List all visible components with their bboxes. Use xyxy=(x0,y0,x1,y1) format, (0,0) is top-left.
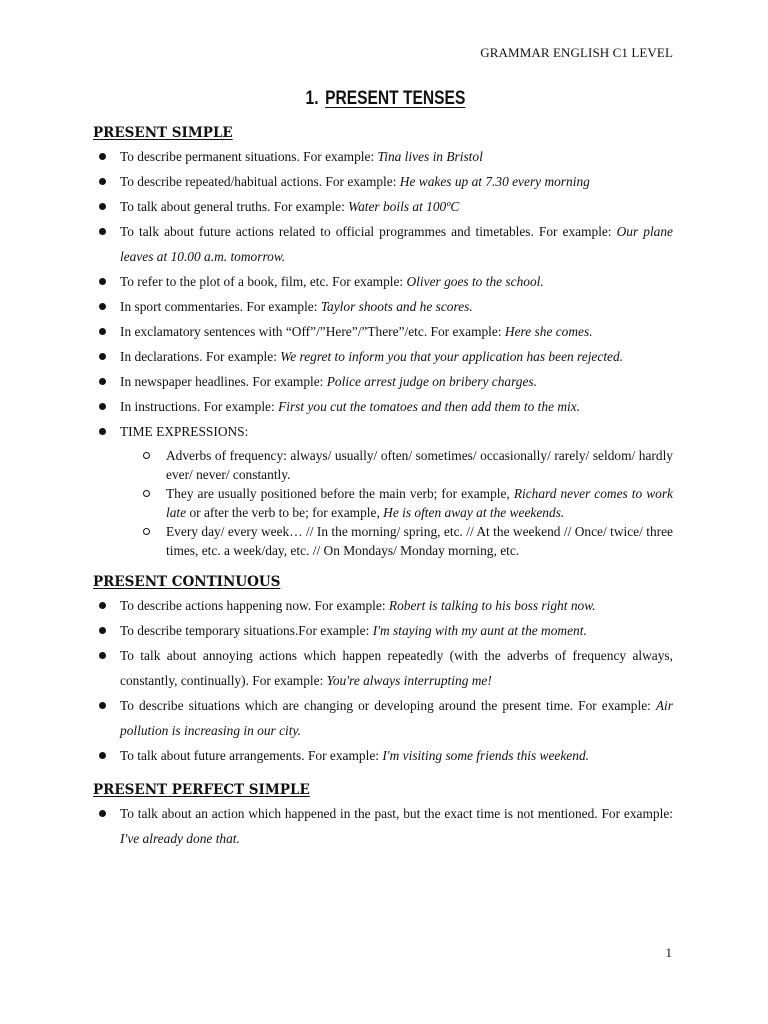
page-title xyxy=(71,88,701,110)
bullet-icon xyxy=(99,303,106,310)
section-heading-present-simple: PRESENT SIMPLE xyxy=(93,125,233,141)
present-perfect-simple-list xyxy=(93,801,673,851)
list-item: In instructions. For example: First you cut the tomatoes and then add them to the mix. xyxy=(93,394,673,419)
bullet-icon xyxy=(99,428,106,435)
time-expressions-list xyxy=(120,446,673,560)
sub-list-item: Adverbs of frequency: always/ usually/ often/ sometimes/ occasionally/ rarely/ seldom/ hardly ever/ never/ constantly. xyxy=(120,446,673,484)
page-number: 1 xyxy=(665,945,672,960)
page-header: GRAMMAR ENGLISH C1 LEVEL xyxy=(480,45,673,60)
spacer xyxy=(93,768,673,779)
bullet-icon xyxy=(99,378,106,385)
title-number: 1. xyxy=(305,88,319,109)
list-item-time-expressions: TIME EXPRESSIONS: Adverbs of frequency: always/ usually/ often/ sometimes/ occasionally/ rarely/ seldom/ hardly ever/ never/ constantly. They are usually positioned before the main verb; for example, Richard never comes to work late or after the verb to be; for example, He is often away at the weekends. Every day/ every week… // In the morning/ spring, etc. // At the weekend // Once/ twice/ three times, etc. a week/day, etc. // On Mondays/ Monday morning, etc. xyxy=(93,419,673,560)
list-item: To describe temporary situations.For example: I'm staying with my aunt at the moment. xyxy=(93,618,673,643)
list-item: To describe situations which are changing or developing around the present time. For example: Air pollution is increasing in our city. xyxy=(93,693,673,743)
example-text: We regret to inform you that your application has been rejected. xyxy=(280,349,624,364)
section-heading-present-continuous: PRESENT CONTINUOUS xyxy=(93,574,281,590)
list-item: To describe actions happening now. For example: Robert is talking to his boss right now. xyxy=(93,593,673,618)
section-heading-present-perfect-simple: PRESENT PERFECT SIMPLE xyxy=(93,782,310,798)
example-text: Robert is talking to his boss right now. xyxy=(388,598,596,613)
example-text: You're always interrupting me! xyxy=(326,673,492,688)
bullet-icon xyxy=(99,752,106,759)
sub-list-item: Every day/ every week… // In the morning/ spring, etc. // At the weekend // Once/ twice/ three times, etc. a week/day, etc. // On Mondays/ Monday morning, etc. xyxy=(120,522,673,560)
example-text: Taylor shoots and he scores. xyxy=(320,299,473,314)
example-text: Richard never comes to work late xyxy=(166,486,673,520)
bullet-icon xyxy=(99,810,106,817)
example-text: Here she comes. xyxy=(504,324,593,339)
bullet-icon xyxy=(99,278,106,285)
bullet-icon xyxy=(99,353,106,360)
example-text: Oliver goes to the school. xyxy=(406,274,544,289)
bullet-icon xyxy=(99,652,106,659)
example-text: I'm staying with my aunt at the moment. xyxy=(372,623,587,638)
example-text: He wakes up at 7.30 every morning xyxy=(399,174,590,189)
example-text: I'm visiting some friends this weekend. xyxy=(382,748,589,763)
list-item: In newspaper headlines. For example: Police arrest judge on bribery charges. xyxy=(93,369,673,394)
list-item: To describe permanent situations. For example: Tina lives in Bristol xyxy=(93,144,673,169)
example-text: Tina lives in Bristol xyxy=(377,149,483,164)
example-text: Our plane leaves at 10.00 a.m. tomorrow. xyxy=(120,224,673,264)
example-text: Water boils at 100ºC xyxy=(348,199,460,214)
example-text: Police arrest judge on bribery charges. xyxy=(326,374,537,389)
circle-bullet-icon xyxy=(143,490,150,497)
bullet-icon xyxy=(99,602,106,609)
list-item: In sport commentaries. For example: Taylor shoots and he scores. xyxy=(93,294,673,319)
spacer xyxy=(93,560,673,571)
example-text: First you cut the tomatoes and then add them to the mix. xyxy=(278,399,581,414)
list-item: To talk about general truths. For example: Water boils at 100ºC xyxy=(93,194,673,219)
example-text: He is often away at the weekends. xyxy=(383,505,565,520)
list-item: To talk about annoying actions which happen repeatedly (with the adverbs of frequency always, constantly, continually). For example: You're always interrupting me! xyxy=(93,643,673,693)
list-item: In declarations. For example: We regret to inform you that your application has been rejected. xyxy=(93,344,673,369)
bullet-icon xyxy=(99,228,106,235)
bullet-icon xyxy=(99,153,106,160)
bullet-icon xyxy=(99,203,106,210)
circle-bullet-icon xyxy=(143,528,150,535)
list-item: To talk about future arrangements. For example: I'm visiting some friends this weekend. xyxy=(93,743,673,768)
list-item: In exclamatory sentences with “Off”/”Here”/”There”/etc. For example: Here she comes. xyxy=(93,319,673,344)
example-text: I've already done that. xyxy=(120,831,240,846)
bullet-icon xyxy=(99,403,106,410)
example-text: Air pollution is increasing in our city. xyxy=(120,698,673,738)
sub-list-item: They are usually positioned before the main verb; for example, Richard never comes to work late or after the verb to be; for example, He is often away at the weekends. xyxy=(120,484,673,522)
document-body xyxy=(93,122,673,851)
bullet-icon xyxy=(99,702,106,709)
list-item: To refer to the plot of a book, film, etc. For example: Oliver goes to the school. xyxy=(93,269,673,294)
list-item: To describe repeated/habitual actions. For example: He wakes up at 7.30 every morning xyxy=(93,169,673,194)
circle-bullet-icon xyxy=(143,452,150,459)
present-simple-list xyxy=(93,144,673,560)
list-item: To talk about an action which happened in the past, but the exact time is not mentioned. For example: I've already done that. xyxy=(93,801,673,851)
bullet-icon xyxy=(99,328,106,335)
bullet-icon xyxy=(99,178,106,185)
title-text: PRESENT TENSES xyxy=(325,88,466,109)
present-continuous-list xyxy=(93,593,673,768)
bullet-icon xyxy=(99,627,106,634)
list-item: To talk about future actions related to official programmes and timetables. For example: Our plane leaves at 10.00 a.m. tomorrow. xyxy=(93,219,673,269)
